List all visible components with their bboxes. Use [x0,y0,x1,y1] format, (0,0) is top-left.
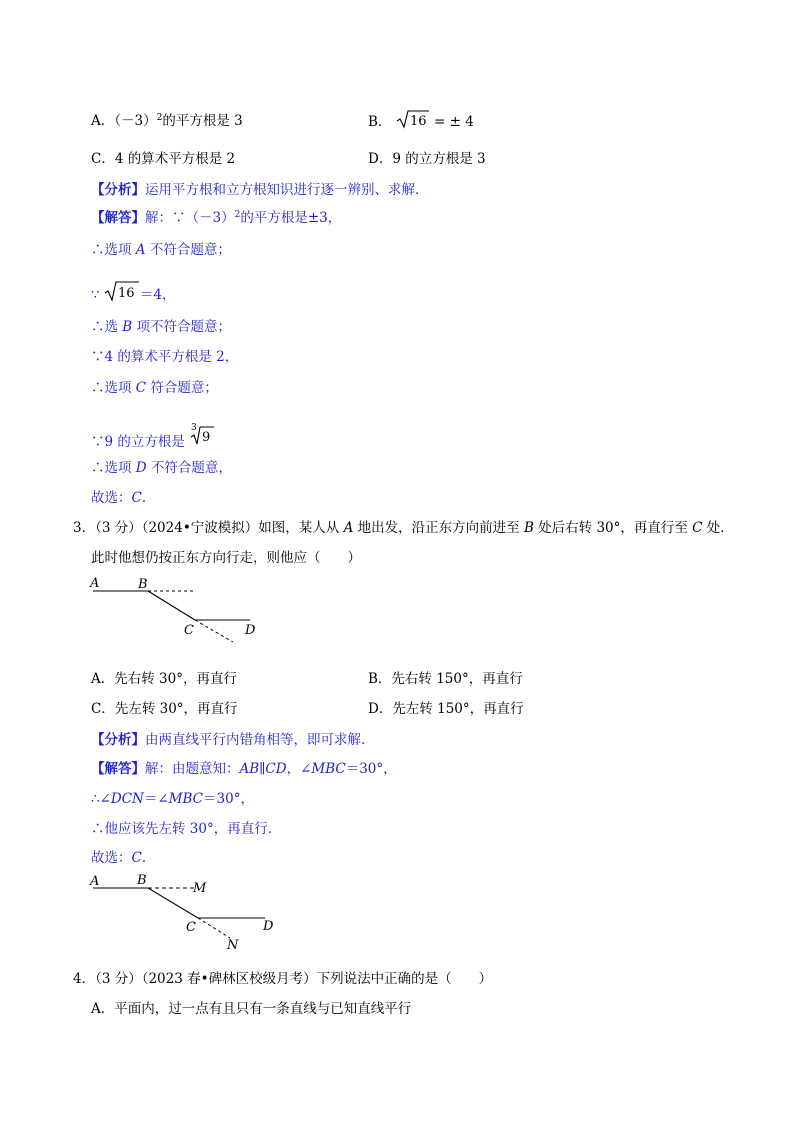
q3-solution-figure [85,868,285,953]
q2-step-2: ∵ 16 ＝4， [91,280,175,307]
q4-option-a: A．平面内，过一点有且只有一条直线与已知直线平行 [91,1001,412,1017]
q3-option-a: A．先右转 30°，再直行 [91,671,237,687]
q2-answer: 【解答】解：$\because(-3)^2$的平方根是±3， [91,210,342,226]
svg-text:16: 16 [409,114,427,129]
q2-choice: 故选：C． [91,490,156,506]
q2-step-7: ∴选项 D 不符合题意， [91,460,232,476]
cube-root-symbol [189,421,215,452]
label-c: C [184,623,194,638]
q3-stem-line2: 此时他想仍按正东方向行走，则他应（ ） [91,550,361,566]
label-n: N [227,938,239,953]
extension-c [195,620,233,642]
q2-step-1: ∴选项 A 不符合题意； [91,242,231,258]
q2-option-b: B． 16 = ± 4 [368,109,474,134]
label-a: A [90,874,100,889]
q3-option-c: C．先左转 30°，再直行 [91,701,238,717]
q3-step-2: ∴他应该先左转 30°，再直行． [91,821,282,837]
q3-option-b: B．先右转 150°，再直行 [368,671,523,687]
q3-step-1: ∴∠DCN＝∠MBC＝30°， [91,791,254,807]
q2-step-6: ∵9 的立方根是 3 9 [91,421,215,452]
label-d: D [245,623,256,638]
q2-analysis: 【分析】运用平方根和立方根知识进行逐一辨别、求解． [91,182,429,198]
extension-cn [198,918,230,938]
q2-option-c: C．4 的算术平方根是 2 [91,151,236,167]
q2-option-d: D．9 的立方根是 3 [368,151,486,167]
q3-answer: 【解答】解：由题意知：AB∥CD，∠MBC＝30°， [91,761,397,777]
q3-analysis: 【分析】由两直线平行内错角相等，即可求解． [91,732,375,748]
segment-bc [148,591,195,620]
q2-step-5: ∴选项 C 符合题意； [91,380,218,396]
sqrt-symbol [396,109,430,134]
q4-stem: 4．（3 分）（2023 春•碑林区校级月考）下列说法中正确的是（ ） [73,971,493,987]
label-a: A [90,576,100,591]
label-d: D [263,919,274,934]
q3-stem-line1: 3．（3 分）（2024•宁波模拟）如图，某人从 A 地出发，沿正东方向前进至 B 处后右转 30°，再直行至 C 处． [73,520,734,536]
q3-figure [85,570,285,650]
label-m: M [193,881,207,896]
segment-bc [148,888,198,918]
svg-text:3: 3 [191,423,197,433]
q3-choice: 故选：C． [91,850,156,866]
q2-option-a: A．$(-3)^2$的平方根是 3 [91,113,243,129]
q2-step-4: ∵4 的算术平方根是 2， [91,349,239,365]
svg-text:16: 16 [117,286,135,301]
q3-option-d: D．先左转 150°，再直行 [368,701,524,717]
label-b: B [137,873,147,888]
q2-step-3: ∴选 B 项不符合题意； [91,319,232,335]
sqrt-symbol [104,280,140,307]
label-c: C [186,920,196,935]
svg-text:9: 9 [202,430,211,445]
label-b: B [138,577,148,592]
